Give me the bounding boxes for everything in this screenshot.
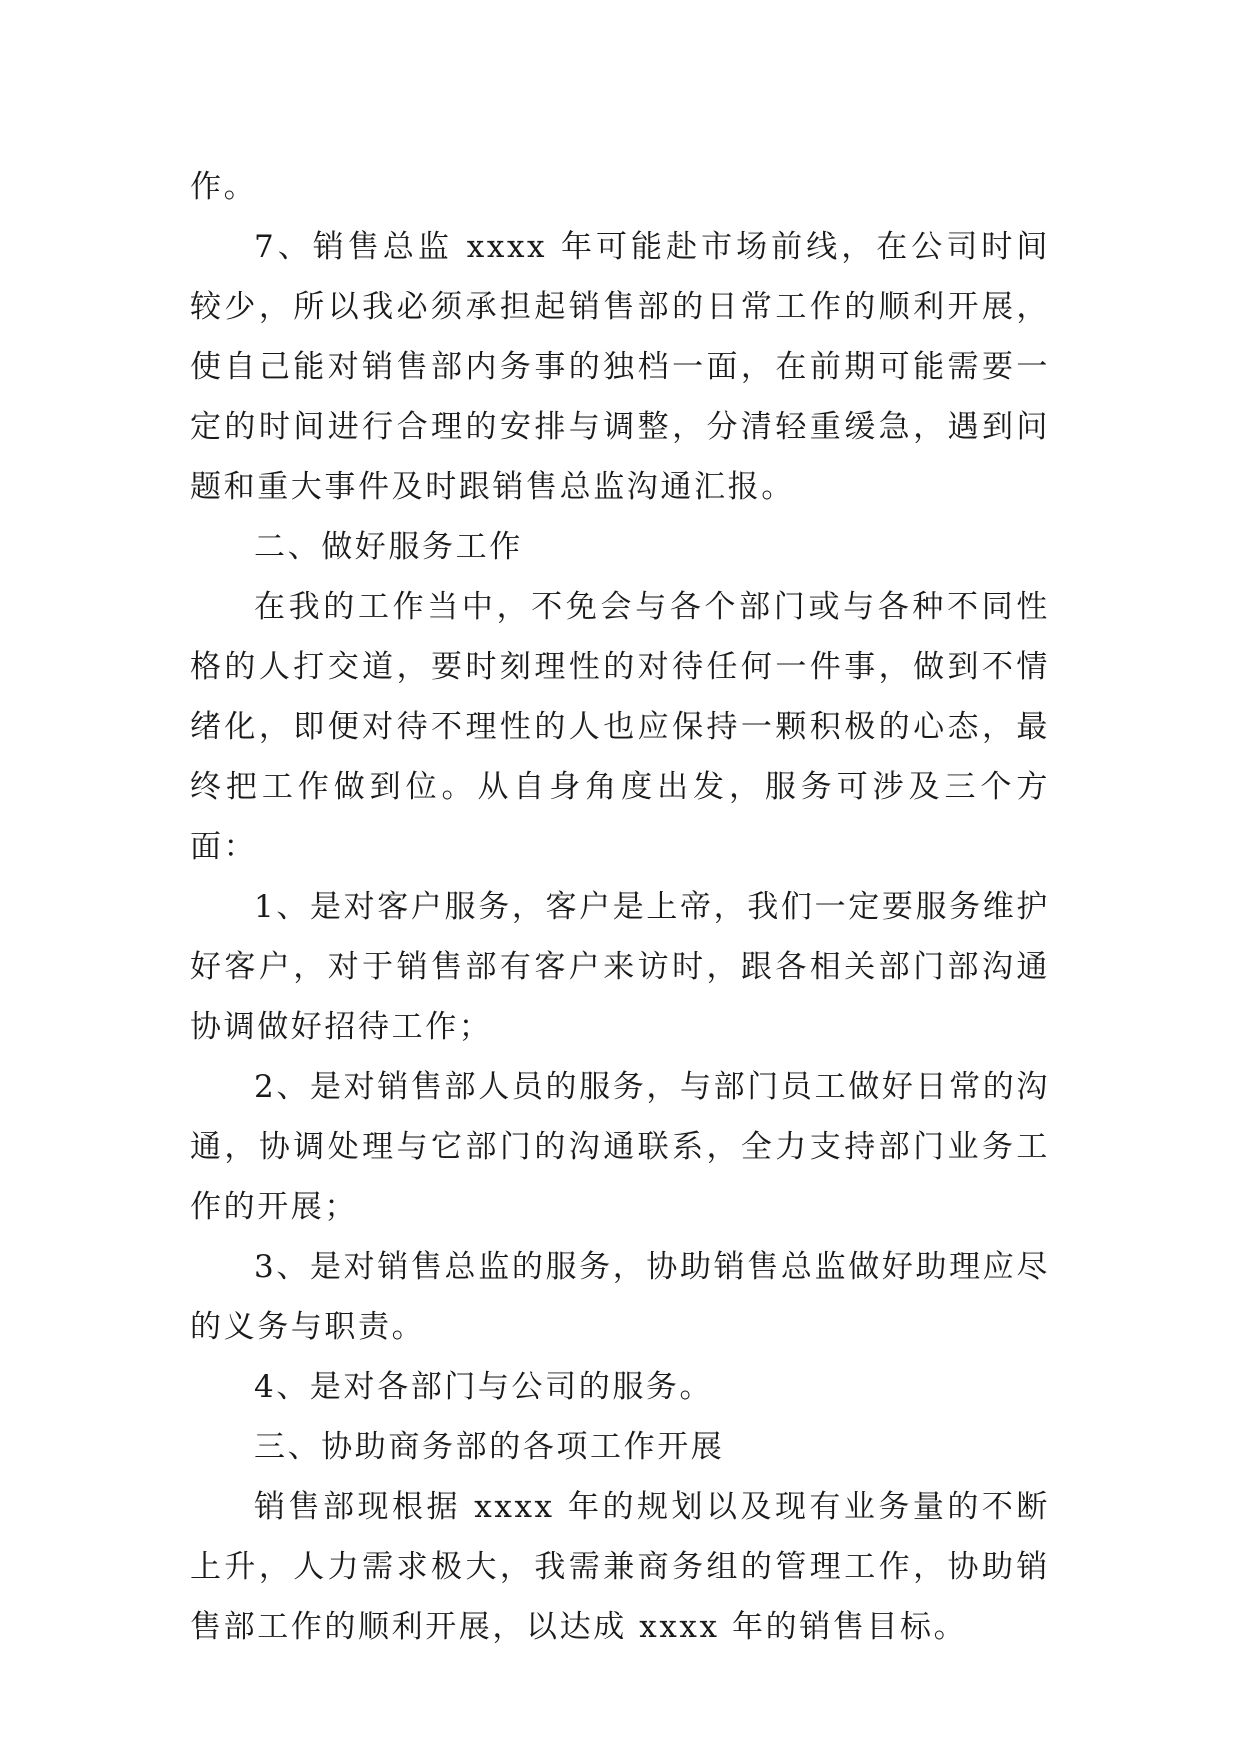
service-item-1: 1、是对客户服务，客户是上帝，我们一定要服务维护好客户，对于销售部有客户来访时，跟各相关部门部沟通协调做好招待工作； <box>190 889 1050 1045</box>
document-body <box>190 157 1050 1657</box>
section-heading-2: 二、做好服务工作 <box>254 529 523 565</box>
service-item-2: 2、是对销售部人员的服务，与部门员工做好日常的沟通，协调处理与它部门的沟通联系，全力支持部门业务工作的开展； <box>190 1069 1050 1225</box>
service-item-4: 4、是对各部门与公司的服务。 <box>254 1369 714 1405</box>
continuation-paragraph: 作。 <box>190 169 258 205</box>
item-7-paragraph: 7、销售总监 xxxx 年可能赴市场前线，在公司时间较少，所以我必须承担起销售部的日常工作的顺利开展，使自己能对销售部内务事的独档一面，在前期可能需要一定的时间进行合理的安排与调整，分清轻重缓急，遇到问题和重大事件及时跟销售总监沟通汇报。 <box>190 229 1050 505</box>
business-paragraph: 销售部现根据 xxxx 年的规划以及现有业务量的不断上升，人力需求极大，我需兼商务组的管理工作，协助销售部工作的顺利开展，以达成 xxxx 年的销售目标。 <box>190 1489 1050 1645</box>
service-item-3: 3、是对销售总监的服务，协助销售总监做好助理应尽的义务与职责。 <box>190 1249 1050 1345</box>
section-heading-3: 三、协助商务部的各项工作开展 <box>254 1429 725 1465</box>
service-intro-paragraph: 在我的工作当中，不免会与各个部门或与各种不同性格的人打交道，要时刻理性的对待任何一件事，做到不情绪化，即便对待不理性的人也应保持一颗积极的心态，最终把工作做到位。从自身角度出发，服务可涉及三个方面： <box>190 589 1050 865</box>
